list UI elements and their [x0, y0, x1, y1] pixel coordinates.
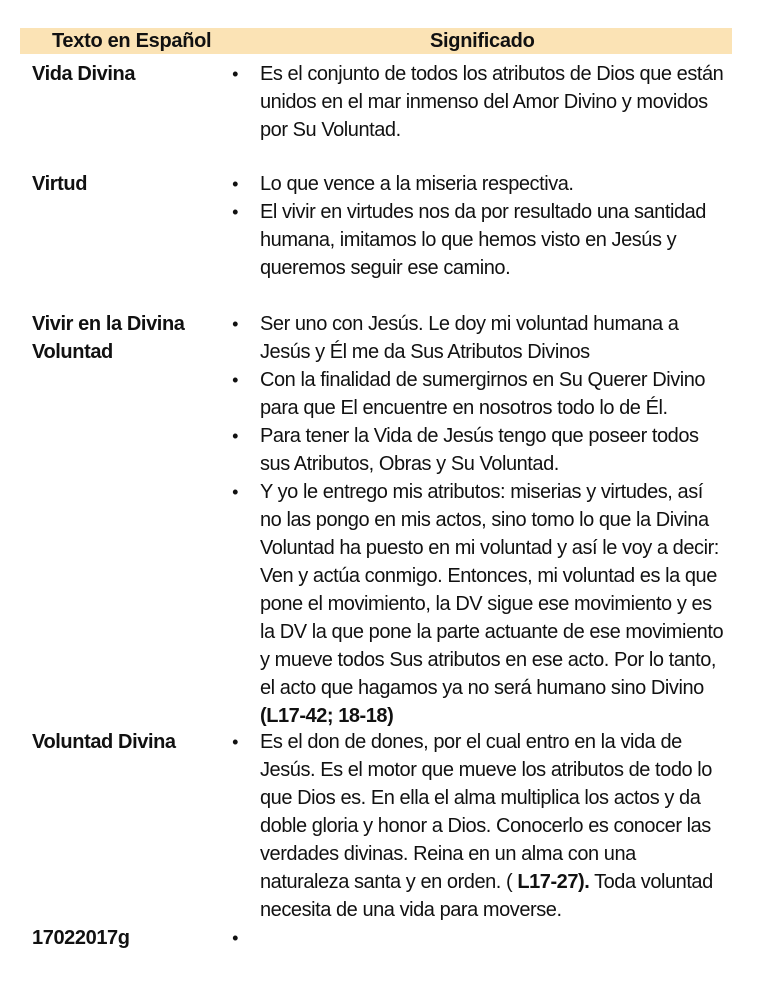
definition-list	[228, 728, 728, 924]
reference-citation: (L17-42; 18-18)	[260, 705, 394, 727]
definition-item	[228, 728, 728, 924]
bullet-icon: •	[232, 64, 238, 84]
table-header	[20, 28, 732, 54]
bullet-icon: •	[232, 370, 238, 390]
header-term: Texto en Español	[52, 30, 212, 52]
definition-text: Con la finalidad de sumergirnos en Su Querer Divino para que El encuentre en nosotros todo lo de Él.	[260, 369, 706, 419]
definition-item	[228, 310, 728, 366]
bullet-icon: •	[232, 482, 238, 502]
definition-item	[228, 422, 728, 478]
definition-text: Lo que vence a la miseria respectiva.	[260, 173, 574, 195]
reference-citation: L17-27).	[517, 871, 590, 893]
definition-text: Y yo le entrego mis atributos: miserias y virtudes, así no las pongo en mis actos, sino tomo lo que la Divina Voluntad ha puesto en mi voluntad y así le voy a decir: Ven y actúa conmigo. Entonces, mi voluntad es la que pone el movimiento, la DV sigue ese movimiento y es la DV la que pone la parte actuante de ese movimiento y mueve todos Sus atributos en ese acto. Por lo tanto, el acto que hagamos ya no será humano sino Divino	[260, 481, 724, 699]
header-meaning: Significado	[430, 30, 535, 52]
definition-item	[228, 198, 728, 282]
term-label: Voluntad Divina	[32, 731, 176, 753]
definition-text: El vivir en virtudes nos da por resultado una santidad humana, imitamos lo que hemos visto en Jesús y queremos seguir ese camino.	[260, 201, 706, 279]
bullet-icon: •	[232, 928, 238, 948]
definition-text: Es el don de dones, por el cual entro en la vida de Jesús. Es el motor que mueve los atributos de todo lo que Dios es. En ella el alma multiplica los actos y da doble gloria y honor a Dios. Conocerlo es conocer las verdades divinas. Reina en un alma con una naturaleza santa y en orden. (	[260, 731, 712, 893]
definition-list	[228, 310, 728, 730]
term-label: Virtud	[32, 173, 88, 195]
definition-list	[228, 170, 728, 282]
definition-text: Para tener la Vida de Jesús tengo que poseer todos sus Atributos, Obras y Su Voluntad.	[260, 425, 699, 475]
definition-item	[228, 170, 728, 198]
term-label: Vivir en la Divina Voluntad	[32, 313, 185, 363]
definition-item	[228, 478, 728, 730]
definition-text-tail: Toda voluntad necesita de una vida para moverse.	[260, 871, 713, 921]
definition-item	[228, 366, 728, 422]
bullet-icon: •	[232, 732, 238, 752]
definition-list	[228, 60, 728, 144]
definition-text: Es el conjunto de todos los atributos de Dios que están unidos en el mar inmenso del Amor Divino y movidos por Su Voluntad.	[260, 63, 724, 141]
bullet-icon: •	[232, 314, 238, 334]
definition-item	[228, 60, 728, 144]
bullet-icon: •	[232, 426, 238, 446]
term-label: Vida Divina	[32, 63, 136, 85]
bullet-icon: •	[232, 202, 238, 222]
term-label: 17022017g	[32, 927, 130, 949]
bullet-icon: •	[232, 174, 238, 194]
definition-text: Ser uno con Jesús. Le doy mi voluntad humana a Jesús y Él me da Sus Atributos Divinos	[260, 313, 679, 363]
